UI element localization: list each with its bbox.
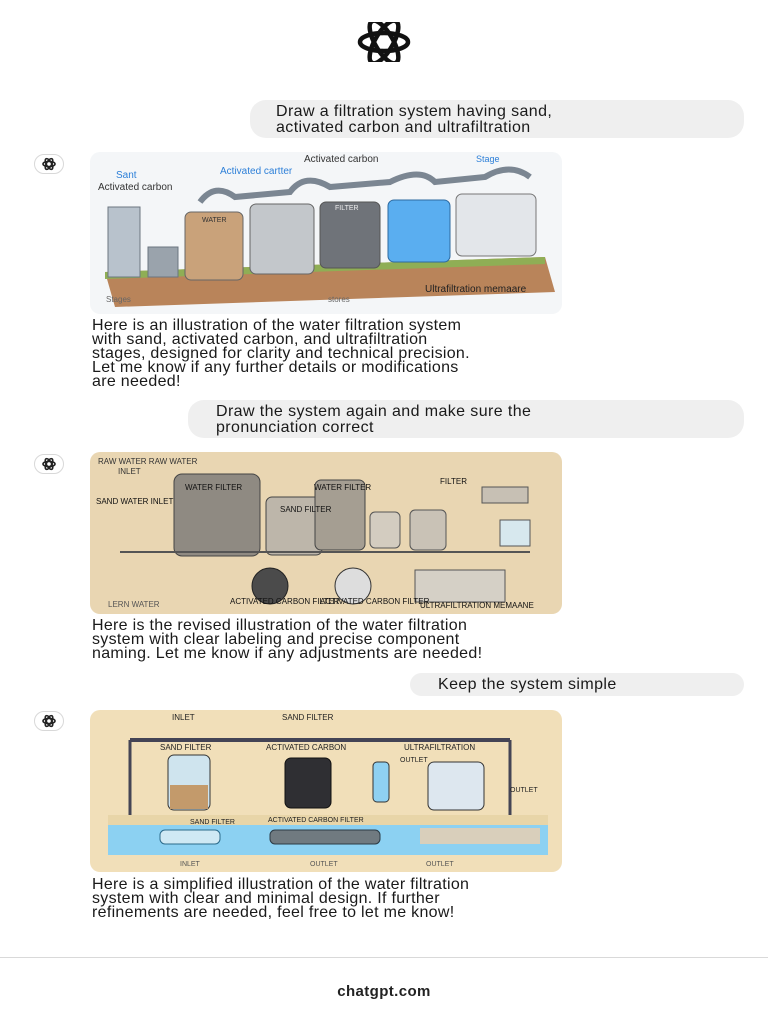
image-label: Ultrafiltration memaare (425, 284, 527, 295)
user-message-text: Keep the system simple (438, 676, 617, 693)
user-message-bubble (410, 673, 744, 696)
image-label: Sant (116, 170, 137, 181)
image-label: WATER FILTER (185, 483, 243, 492)
assistant-avatar (34, 154, 64, 174)
footer-domain[interactable]: chatgpt.com (337, 983, 431, 1000)
image-label: SAND FILTER (282, 713, 334, 722)
image-label: WATER FILTER (314, 483, 372, 492)
image-label: SAND FILTER (280, 505, 332, 514)
image-label: OUTLET (510, 787, 538, 794)
image-label: ACTIVATED CARBON FILTER (320, 597, 430, 606)
image-label: FILTER (440, 477, 467, 486)
assistant-message-text: Here is an illustration of the water filtration system with sand, activated carbon, and ultrafiltration stages, designed for clarity and technical precision. Let me know if any further details or modifications are needed! (92, 317, 470, 390)
image-label: stores (328, 295, 350, 304)
image-label: Activated cartter (220, 166, 293, 177)
image-label: Activated carbon (98, 182, 173, 193)
openai-logo-icon (41, 156, 57, 172)
openai-logo-icon (41, 456, 57, 472)
image-label: SAND FILTER (190, 819, 235, 826)
image-label: SAND WATER INLET (96, 497, 174, 506)
image-label: Stages (106, 295, 131, 304)
image-label: Stage (476, 154, 500, 164)
user-message-bubble (250, 100, 744, 138)
image-label: RAW WATER RAW WATER (98, 457, 198, 466)
image-label: ACTIVATED CARBON FILTER (268, 817, 364, 824)
image-label: Activated carbon (304, 154, 379, 165)
assistant-avatar (34, 711, 64, 731)
user-message-text: Draw a filtration system having sand, activated carbon and ultrafiltration (276, 103, 553, 136)
image-label: INLET (180, 861, 200, 868)
image-label: INLET (172, 713, 195, 722)
image-label: ACTIVATED CARBON FILTER (230, 597, 340, 606)
image-label: ULTRAFILTRATION MEMAANE (420, 601, 534, 610)
generated-image-2[interactable] (90, 452, 562, 614)
generated-image-1[interactable] (90, 152, 562, 314)
user-message-bubble (188, 400, 744, 438)
image-label: FILTER (335, 205, 359, 212)
assistant-message-text: Here is the revised illustration of the water filtration system with clear labeling and precise component naming. Let me know if any adjustments are needed! (92, 617, 483, 662)
footer-divider (0, 957, 768, 958)
image-label: OUTLET (400, 757, 428, 764)
user-message-text: Draw the system again and make sure the pronunciation correct (216, 403, 532, 436)
image-label: OUTLET (426, 861, 454, 868)
image-label: ACTIVATED CARBON (266, 743, 347, 752)
image-label: ULTRAFILTRATION (404, 743, 476, 752)
image-label: SAND FILTER (160, 743, 212, 752)
assistant-message-text: Here is a simplified illustration of the water filtration system with clear and minimal design. If further refinements are needed, feel free to let me know! (92, 876, 470, 921)
openai-logo-icon (41, 713, 57, 729)
image-label: OUTLET (310, 861, 338, 868)
image-label: LERN WATER (108, 600, 160, 609)
image-label: WATER (202, 217, 227, 224)
generated-image-3[interactable] (90, 710, 562, 872)
image-label: INLET (118, 467, 141, 476)
openai-logo-icon (340, 22, 428, 62)
assistant-avatar (34, 454, 64, 474)
